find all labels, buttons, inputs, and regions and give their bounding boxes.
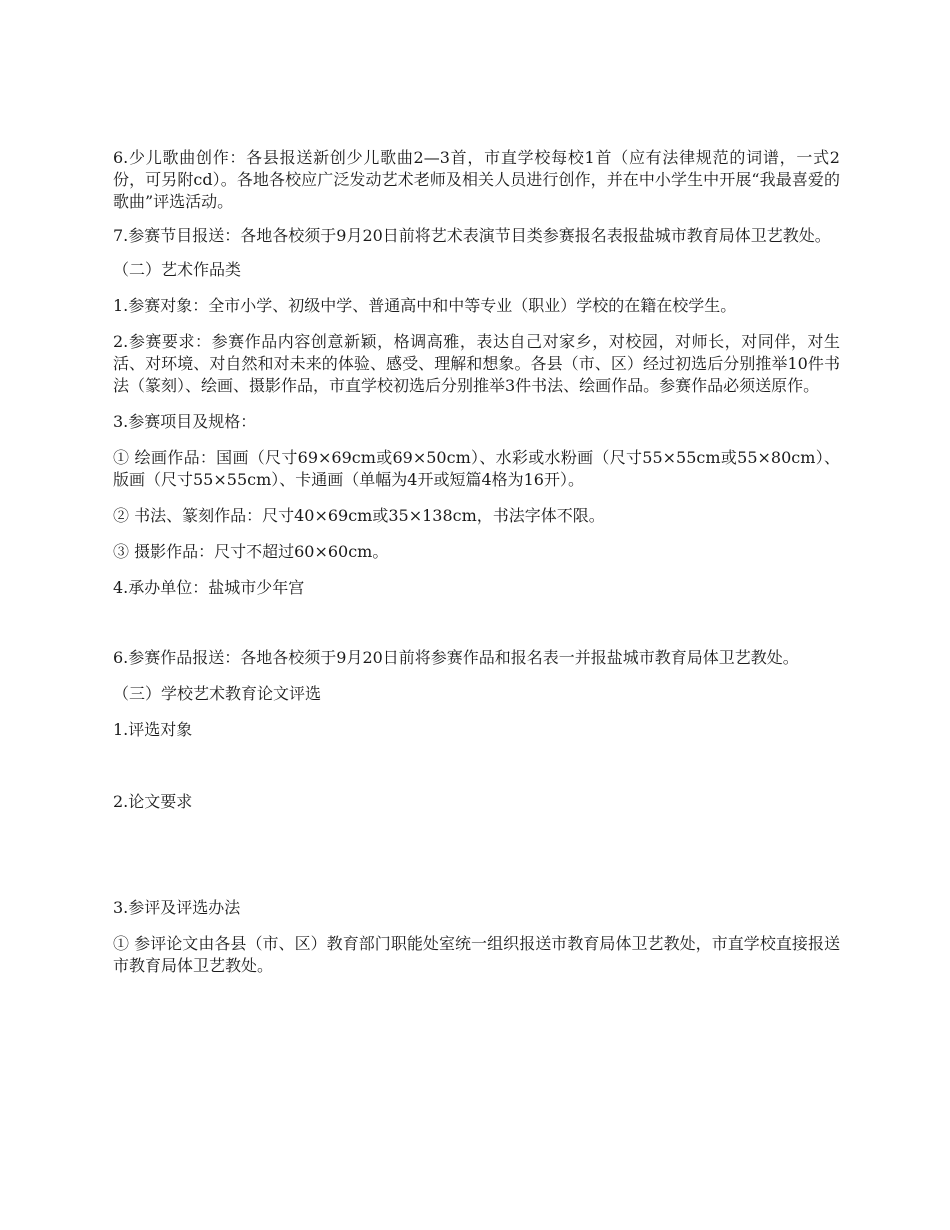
section-heading-essay: （三）学校艺术教育论文评选 — [113, 684, 322, 703]
paragraph-calligraphy-spec: ② 书法、篆刻作品：尺寸40×69cm或35×138cm，书法字体不限。 — [113, 506, 605, 525]
section-heading-art-works: （二）艺术作品类 — [113, 260, 242, 279]
paragraph-essay-target: 1.评选对象 — [113, 720, 193, 739]
paragraph-essay-requirements: 2.论文要求 — [113, 792, 193, 811]
paragraph-photography-spec: ③ 摄影作品：尺寸不超过60×60cm。 — [113, 542, 389, 561]
paragraph-organizer: 4.承办单位：盐城市少年宫 — [113, 578, 305, 597]
paragraph-participants: 1.参赛对象：全市小学、初级中学、普通高中和中等专业（职业）学校的在籍在校学生。 — [113, 296, 737, 315]
paragraph-works-submission: 6.参赛作品报送：各地各校须于9月20日前将参赛作品和报名表一并报盐城市教育局体卫艺教处。 — [113, 648, 799, 667]
paragraph-requirements: 2.参赛要求：参赛作品内容创意新颖，格调高雅，表达自己对家乡，对校园，对师长，对同伴，对生活、对环境、对自然和对未来的体验、感受、理解和想象。各县（市、区）经过初选后分别推举10件书法（篆刻）、绘画、摄影作品，市直学校初选后分别推举3件书法、绘画作品。参赛作品必须送原作。 — [113, 332, 840, 395]
paragraph-items-spec: 3.参赛项目及规格： — [113, 412, 257, 431]
paragraph-evaluation-method: 3.参评及评选办法 — [113, 898, 241, 917]
document-page — [113, 147, 840, 977]
paragraph-song-creation: 6.少儿歌曲创作：各县报送新创少儿歌曲2—3首，市直学校每校1首（应有法律规范的词谱，一式2份，可另附cd）。各地各校应广泛发动艺术老师及相关人员进行创作，并在中小学生中开展“我最喜爱的歌曲”评选活动。 — [113, 148, 840, 211]
paragraph-program-submission: 7.参赛节目报送：各地各校须于9月20日前将艺术表演节目类参赛报名表报盐城市教育局体卫艺教处。 — [113, 226, 831, 245]
paragraph-essay-submission: ① 参评论文由各县（市、区）教育部门职能处室统一组织报送市教育局体卫艺教处，市直学校直接报送市教育局体卫艺教处。 — [113, 934, 840, 975]
paragraph-painting-spec: ① 绘画作品：国画（尺寸69×69cm或69×50cm）、水彩或水粉画（尺寸55×55cm或55×80cm）、版画（尺寸55×55cm）、卡通画（单幅为4开或短篇4格为16开）。 — [113, 448, 840, 489]
